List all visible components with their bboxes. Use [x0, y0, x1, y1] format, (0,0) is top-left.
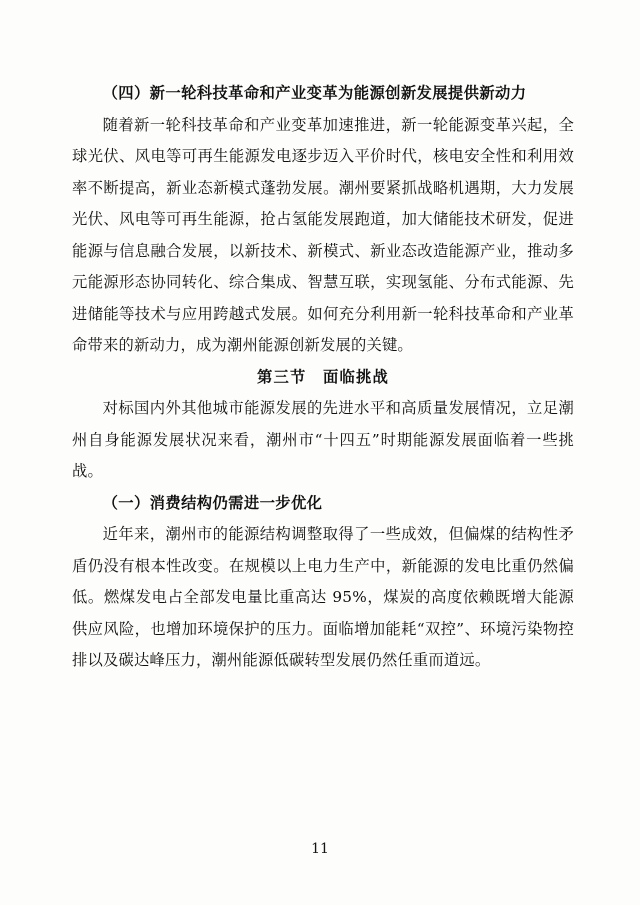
paragraph-challenges-intro: 对标国内外其他城市能源发展的先进水平和高质量发展情况，立足潮州自身能源发展状况来看，潮州市“十四五”时期能源发展面临着一些挑战。: [72, 399, 574, 480]
heading-section-four: （四）新一轮科技革命和产业变革为能源创新发展提供新动力: [102, 84, 527, 102]
heading-section-three-title: 第三节 面临挑战: [257, 367, 389, 386]
paragraph-tech-revolution: 随着新一轮科技革命和产业变革加速推进，新一轮能源变革兴起，全球光伏、风电等可再生能源发电逐步迈入平价时代，核电安全性和利用效率不断提高，新业态新模式蓬勃发展。潮州要紧抓战略机遇期，大力发展光伏、风电等可再生能源，抢占氢能发展跑道，加大储能技术研发，促进能源与信息融合发展，以新技术、新模式、新业态改造能源产业，推动多元能源形态协同转化、综合集成、智慧互联，实现氢能、分布式能源、先进储能等技术与应用跨越式发展。如何充分利用新一轮科技革命和产业革命带来的新动力，成为潮州能源创新发展的关键。: [72, 115, 574, 354]
heading-subsection-one: （一）消费结构仍需进一步优化: [102, 493, 323, 512]
paragraph-consumption-structure: 近年来，潮州市的能源结构调整取得了一些成效，但偏煤的结构性矛盾仍没有根本性改变。在规模以上电力生产中，新能源的发电比重仍然偏低。燃煤发电占全部发电量比重高达 95%，煤炭的高度依赖既增大能源供应风险，也增加环境保护的压力。面临增加能耗“双控”、环境污染物控排以及碳达峰压力，潮州能源低碳转型发展仍然任重而道远。: [72, 525, 574, 669]
document-body: [72, 78, 574, 677]
page-number: 11: [311, 841, 329, 857]
